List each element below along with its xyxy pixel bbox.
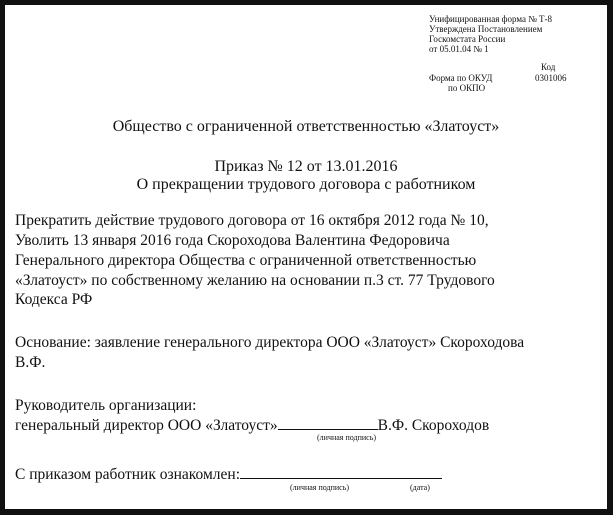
okud-value: 0301006: [535, 73, 567, 83]
form-header-line4: от 05.01.04 № 1: [429, 44, 489, 54]
basis-line: В.Ф.: [15, 354, 46, 371]
head-title: Руководитель организации:: [15, 397, 197, 414]
basis-line: Основание: заявление генерального директора ООО «Златоуст» Скороходова: [15, 334, 525, 351]
form-header-line3: Госкомстата России: [429, 34, 506, 44]
head-signature-line: [278, 415, 378, 430]
body-line: Прекратить действие трудового договора от 16 октября 2012 года № 10,: [15, 212, 489, 229]
body-line: Генерального директора Общества с ограниченной ответственностью: [15, 252, 477, 269]
form-header-line2: Утверждена Постановлением: [429, 24, 543, 34]
acknowledgment-date-caption: (дата): [410, 483, 430, 492]
head-position: генеральный директор ООО «Златоуст»: [15, 417, 278, 434]
acknowledgment-signature-caption: (личная подпись): [290, 483, 350, 492]
order-title: Приказ № 12 от 13.01.2016: [214, 158, 398, 175]
acknowledgment-row: [15, 464, 442, 484]
kod-label: Код: [541, 62, 556, 72]
acknowledgment-label: С приказом работник ознакомлен:: [15, 466, 240, 483]
organization-name: Общество с ограниченной ответственностью «Златоуст»: [112, 118, 500, 135]
form-header-line1: Унифицированная форма № Т-8: [429, 14, 553, 24]
head-signature-caption: (личная подпись): [317, 433, 377, 442]
body-line: Уволить 13 января 2016 года Скороходова Валентина Федоровича: [15, 232, 450, 249]
order-subtitle: О прекращении трудового договора с работником: [136, 176, 476, 193]
okpo-label: по ОКПО: [448, 83, 486, 93]
head-signature-row: [15, 415, 489, 435]
head-name: В.Ф. Скороходов: [377, 417, 490, 434]
body-line: Кодекса РФ: [15, 291, 93, 308]
okud-label: Форма по ОКУД: [429, 73, 493, 83]
acknowledgment-signature-line: [240, 464, 442, 479]
body-line: «Златоуст» по собственному желанию на основании п.3 ст. 77 Трудового: [15, 272, 495, 289]
